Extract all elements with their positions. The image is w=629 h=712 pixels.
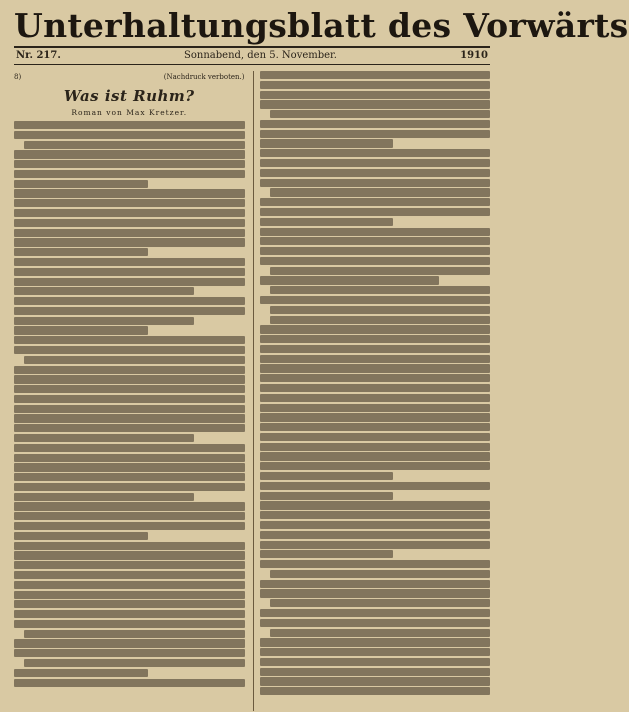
- text-line: [14, 121, 245, 129]
- text-line: [260, 247, 491, 255]
- text-line: [260, 560, 491, 568]
- text-line: [14, 385, 245, 393]
- right-column: [253, 71, 491, 711]
- text-line: [270, 286, 491, 294]
- text-line: [14, 346, 245, 354]
- text-line: [14, 170, 245, 178]
- story-byline: Roman von Max Kretzer.: [71, 108, 188, 117]
- text-line: [14, 444, 245, 452]
- text-line: [14, 180, 148, 188]
- text-line: [14, 493, 194, 501]
- text-line: [14, 551, 245, 559]
- text-line: [260, 619, 491, 627]
- text-line: [260, 81, 491, 89]
- text-line: [14, 199, 245, 207]
- text-line: [260, 91, 491, 99]
- text-line: [14, 620, 245, 628]
- text-line: [260, 325, 491, 333]
- text-line: [24, 141, 245, 149]
- text-line: [260, 443, 491, 451]
- text-line: [260, 296, 491, 304]
- text-line: [270, 629, 491, 637]
- text-line: [24, 630, 245, 638]
- text-line: [14, 131, 245, 139]
- text-line: [260, 374, 491, 382]
- issue-number: Nr. 217.: [16, 50, 61, 61]
- text-line: [14, 424, 245, 432]
- text-line: [14, 395, 245, 403]
- text-line: [14, 454, 245, 462]
- text-line: [260, 589, 491, 597]
- text-line: [14, 160, 245, 168]
- masthead-title: Unterhaltungsblatt des Vorwärts: [14, 6, 629, 45]
- text-line: [260, 648, 491, 656]
- text-line: [14, 483, 245, 491]
- text-line: [260, 198, 491, 206]
- text-line: [260, 130, 491, 138]
- text-line: [260, 355, 491, 363]
- text-line: [260, 335, 491, 343]
- text-line: [14, 473, 245, 481]
- text-line: [270, 599, 491, 607]
- text-line: [14, 532, 148, 540]
- text-line: [14, 649, 245, 657]
- text-line: [14, 297, 245, 305]
- issue-date: Sonnabend, den 5. November.: [184, 50, 337, 61]
- text-line: [14, 366, 245, 374]
- text-line: [260, 404, 491, 412]
- text-line: [260, 472, 394, 480]
- left-body-text: [14, 121, 245, 688]
- text-line: [14, 679, 245, 687]
- text-line: [260, 394, 491, 402]
- text-line: [14, 463, 245, 471]
- text-line: [260, 668, 491, 676]
- text-line: [260, 159, 491, 167]
- text-line: [260, 550, 394, 558]
- text-line: [260, 609, 491, 617]
- text-line: [260, 638, 491, 646]
- text-line: [260, 208, 491, 216]
- right-body-text: [260, 71, 491, 697]
- text-line: [14, 268, 245, 276]
- text-line: [260, 169, 491, 177]
- text-line: [260, 149, 491, 157]
- text-line: [14, 287, 194, 295]
- text-line: [14, 571, 245, 579]
- text-line: [260, 433, 491, 441]
- left-column: [14, 71, 245, 711]
- text-line: [260, 541, 491, 549]
- text-line: [24, 659, 245, 667]
- text-line: [14, 405, 245, 413]
- text-line: [270, 188, 491, 196]
- text-line: [260, 413, 491, 421]
- text-line: [14, 512, 245, 520]
- text-line: [14, 522, 245, 530]
- reprint-note: (Nachdruck verboten.): [163, 73, 245, 81]
- text-line: [260, 580, 491, 588]
- text-line: [260, 687, 491, 695]
- text-line: [14, 307, 245, 315]
- text-line: [14, 229, 245, 237]
- text-line: [14, 639, 245, 647]
- text-line: [14, 189, 245, 197]
- text-line: [260, 257, 491, 265]
- text-line: [260, 100, 491, 108]
- text-line: [260, 218, 394, 226]
- text-line: [260, 677, 491, 685]
- text-line: [270, 316, 491, 324]
- text-line: [260, 345, 491, 353]
- text-line: [14, 561, 245, 569]
- text-line: [260, 120, 491, 128]
- text-line: [14, 248, 148, 256]
- article-columns: [14, 71, 490, 711]
- text-line: [14, 591, 245, 599]
- text-line: [260, 492, 394, 500]
- text-line: [14, 669, 148, 677]
- text-line: [260, 501, 491, 509]
- text-line: [260, 228, 491, 236]
- text-line: [24, 356, 245, 364]
- text-line: [270, 570, 491, 578]
- text-line: [260, 658, 491, 666]
- text-line: [260, 423, 491, 431]
- text-line: [14, 238, 245, 246]
- text-line: [14, 502, 245, 510]
- text-line: [14, 317, 194, 325]
- text-line: [270, 267, 491, 275]
- text-line: [260, 462, 491, 470]
- section-number: 8): [14, 73, 22, 81]
- text-line: [260, 237, 491, 245]
- text-line: [14, 278, 245, 286]
- story-title: Was ist Ruhm?: [63, 87, 195, 105]
- text-line: [14, 336, 245, 344]
- text-line: [14, 414, 245, 422]
- text-line: [260, 511, 491, 519]
- issue-year: 1910: [460, 50, 488, 61]
- text-line: [14, 209, 245, 217]
- text-line: [14, 542, 245, 550]
- text-line: [260, 531, 491, 539]
- text-line: [260, 452, 491, 460]
- text-line: [14, 326, 148, 334]
- text-line: [260, 71, 491, 79]
- text-line: [260, 276, 440, 284]
- text-line: [14, 434, 194, 442]
- issue-line: [14, 46, 490, 65]
- text-line: [260, 521, 491, 529]
- text-line: [260, 384, 491, 392]
- reprint-row: [14, 73, 245, 81]
- text-line: [14, 375, 245, 383]
- text-line: [14, 581, 245, 589]
- text-line: [14, 600, 245, 608]
- text-line: [14, 258, 245, 266]
- text-line: [14, 610, 245, 618]
- text-line: [260, 139, 394, 147]
- text-line: [260, 482, 491, 490]
- text-line: [260, 364, 491, 372]
- text-line: [260, 179, 491, 187]
- text-line: [270, 110, 491, 118]
- text-line: [14, 219, 245, 227]
- text-line: [270, 306, 491, 314]
- text-line: [14, 150, 245, 158]
